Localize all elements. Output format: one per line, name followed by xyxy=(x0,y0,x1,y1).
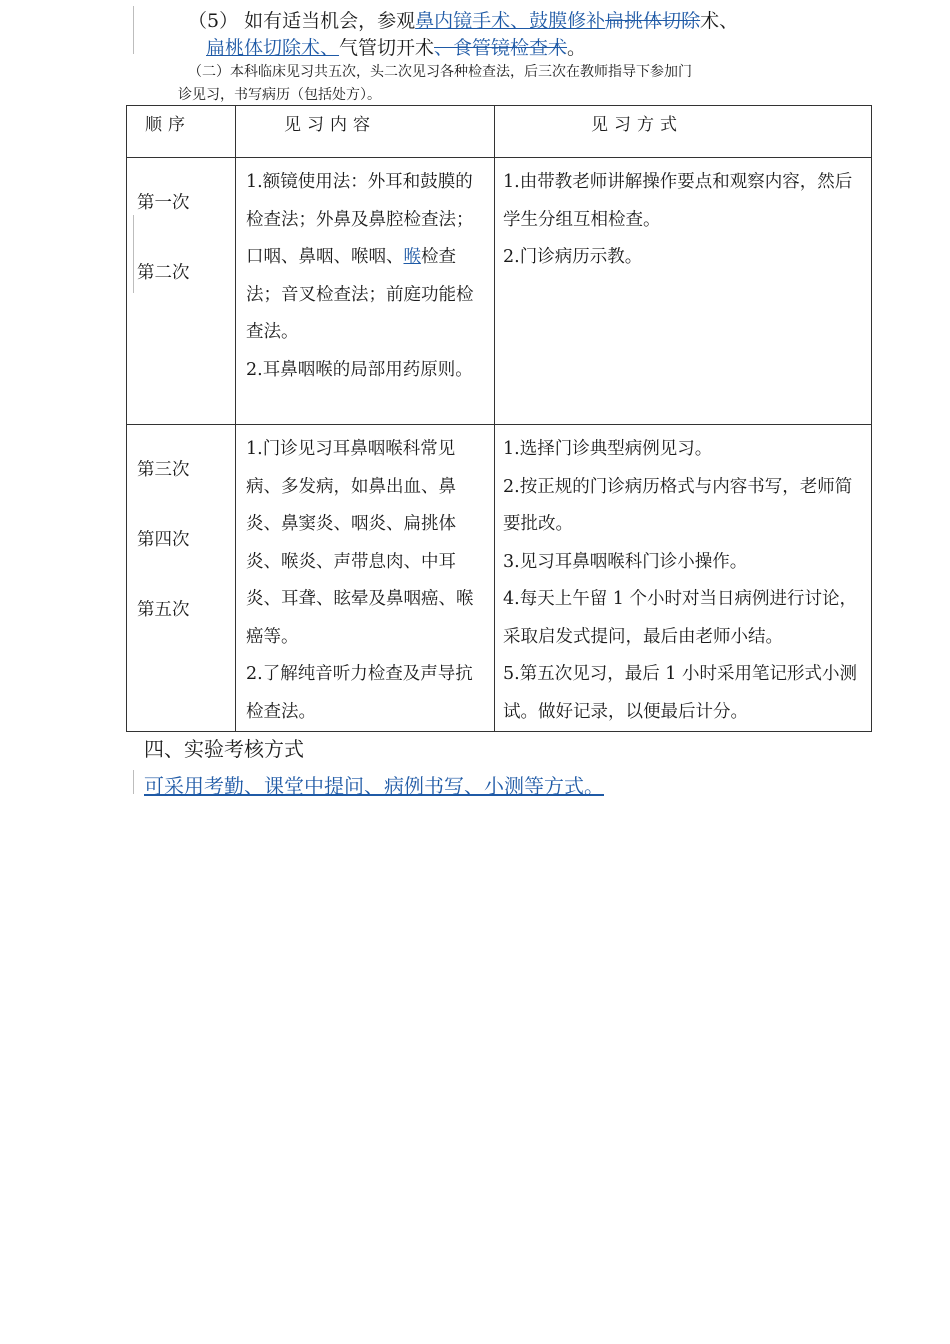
method-item: 1.选择门诊典型病例见习。 xyxy=(503,439,713,459)
deleted-text: 扁挑体切除 xyxy=(605,10,701,32)
inserted-text: 鼻内镜手术、鼓膜修补 xyxy=(415,10,606,32)
content-cell xyxy=(236,158,495,425)
table-header-row xyxy=(127,106,872,158)
content-cell xyxy=(236,425,495,732)
assessment-text: 可采用考勤、课堂中提问、病例书写、小测等方式。 xyxy=(144,774,604,798)
item5-text: 气管切开术 xyxy=(339,37,435,59)
content-text: 2.耳鼻咽喉的局部用药原则。 xyxy=(246,359,473,380)
method-item: 1.由带教老师讲解操作要点和观察内容，然后学生分组互相检查。 xyxy=(503,172,853,230)
item5-prefix: （5） 如有适当机会，参观 xyxy=(188,10,416,32)
session-label: 第五次 xyxy=(137,600,190,620)
inserted-text: 扁桃体切除术、 xyxy=(206,37,340,59)
item5-text: 。 xyxy=(567,37,587,59)
section-title: 四、实验考核方式 xyxy=(144,737,304,761)
session-cell xyxy=(127,158,236,425)
session-cell xyxy=(127,425,236,732)
revision-bar xyxy=(133,6,134,54)
table-row xyxy=(127,158,872,425)
item5-line2 xyxy=(206,33,586,60)
header-content: 见习内容 xyxy=(236,106,495,158)
item5-line1 xyxy=(188,6,738,33)
method-cell xyxy=(495,158,872,425)
revision-bar xyxy=(133,770,134,794)
content-text: 1.门诊见习耳鼻咽喉科常见病、多发病，如鼻出血、鼻炎、鼻窦炎、咽炎、扁挑体炎、喉炎、声带息肉、中耳炎、耳聋、眩晕及鼻咽癌、喉癌等。 xyxy=(246,439,474,647)
part2-line1: （二）本科临床见习共五次，头二次见习各种检查法，后三次在教师指导下参加门 xyxy=(188,64,692,80)
content-text: 检查法；音叉检查法；前庭功能检查法。 xyxy=(246,247,474,342)
content-text: 1.额镜使用法：外耳和鼓膜的检查法；外鼻及鼻腔检查法；口咽、鼻咽、喉咽、 xyxy=(246,172,474,267)
method-cell xyxy=(495,425,872,732)
header-method: 见习方式 xyxy=(495,106,872,158)
session-label: 第四次 xyxy=(137,530,190,550)
table-row xyxy=(127,425,872,732)
item5-text: 术、 xyxy=(700,10,739,32)
deleted-text: 、食管镜检查术 xyxy=(434,37,568,59)
session-label: 第二次 xyxy=(137,263,190,283)
method-item: 3.见习耳鼻咽喉科门诊小操作。 xyxy=(503,551,748,572)
inserted-text: 喉 xyxy=(403,247,421,267)
method-item: 2.门诊病历示教。 xyxy=(503,247,643,267)
method-item: 2.按正规的门诊病历格式与内容书写，老师简要批改。 xyxy=(503,476,853,534)
method-item: 4.每天上午留 1 个小时对当日病例进行讨论，采取启发式提问，最后由老师小结。 xyxy=(503,589,857,647)
session-label: 第三次 xyxy=(137,460,190,480)
content-text: 2.了解纯音听力检查及声导抗检查法。 xyxy=(246,664,473,722)
session-label: 第一次 xyxy=(137,193,190,213)
header-order: 顺序 xyxy=(127,106,236,158)
part2-line2: 诊见习，书写病历（包括处方）。 xyxy=(178,87,381,103)
method-item: 5.第五次见习，最后 1 小时采用笔记形式小测试。做好记录，以便最后计分。 xyxy=(503,664,857,722)
internship-table xyxy=(126,105,872,732)
